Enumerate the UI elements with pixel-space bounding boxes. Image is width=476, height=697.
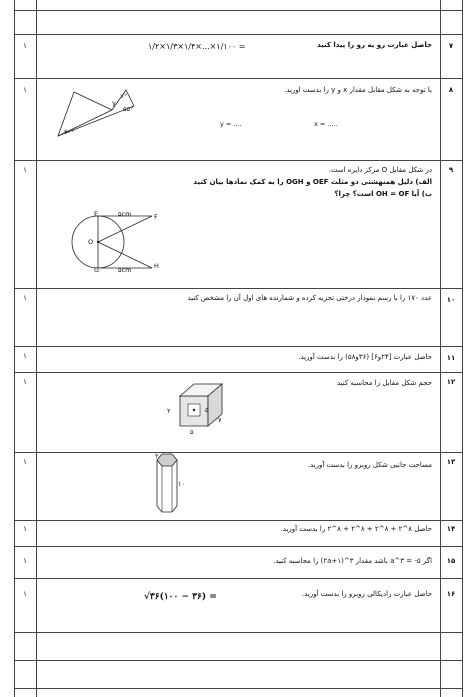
question-number: ۱۰ <box>446 296 456 304</box>
question-score: ۱ <box>23 86 27 94</box>
question-text: حاصل عبارت رادیکالی روبرو را بدست آورید. <box>302 590 432 598</box>
question-score: ۱ <box>23 166 27 174</box>
question-number: ۱۶ <box>446 590 456 598</box>
dimension-label-top: ۲ <box>155 452 159 460</box>
point-label-F: F <box>154 213 158 221</box>
question-text: مساحت جانبی شکل روبرو را بدست آورید. <box>307 461 432 469</box>
point-label-O: O <box>88 238 94 246</box>
question-number: ۱۵ <box>446 557 456 565</box>
question-text: حجم شکل مقابل را محاسبه کنید <box>336 379 432 387</box>
angle-label-y: y <box>112 99 116 107</box>
question-text: عدد ۱۷۰ را با رسم نمودار درختی تجزیه کرده و شمارنده های اول آن را مشخص کنید <box>187 294 432 302</box>
question-score: ۱ <box>23 590 27 598</box>
row-divider <box>14 346 462 347</box>
row-divider <box>14 10 462 11</box>
question-number: ۱۴ <box>446 525 456 533</box>
radical-expression: √۳۶(۱۰۰ − ۳۶) = <box>144 592 217 602</box>
question-number: ۹ <box>448 166 454 174</box>
question-score: ۱ <box>23 458 27 466</box>
row-divider <box>14 546 462 547</box>
table-border-right <box>462 0 463 697</box>
row-divider <box>14 578 462 579</box>
question-number: ۱۱ <box>446 354 456 362</box>
question-text: حاصل عبارت رو به رو را پیدا کنید <box>317 41 432 49</box>
question-score: ۱ <box>23 525 27 533</box>
fraction-product-expression: ۱/۲×۱/۳×۱/۴×...×۱/۱۰۰ = <box>148 42 246 51</box>
question-number: ۸ <box>448 86 454 94</box>
question-number: ۷ <box>448 42 454 50</box>
question-score: ۱ <box>23 42 27 50</box>
dimension-label-depth: ۷ <box>218 416 222 424</box>
question-score: ۱ <box>23 352 27 360</box>
question-text: حاصل عبارت [۲۴و۶] (۳۶و۵۸) را بدست آورید. <box>298 353 432 361</box>
dimension-label-right: ۵ <box>205 406 209 414</box>
answer-blank-y: y = .... <box>220 120 242 128</box>
row-divider <box>14 160 462 161</box>
row-divider <box>14 78 462 79</box>
score-column-divider <box>36 0 37 697</box>
length-label-top: ۵cm <box>118 210 132 218</box>
length-label-bottom: ۵cm <box>118 266 132 274</box>
question-text: اگر ۵- = ۳^a باشد مقدار ۳^(۲a+۱) را محاسبه کنید. <box>273 557 432 565</box>
answer-blank-x: x = ..... <box>314 120 338 128</box>
question-score: ۱ <box>23 557 27 565</box>
row-divider <box>14 372 462 373</box>
question-score: ۱ <box>23 294 27 302</box>
dimension-label-bottom: ۵ <box>190 428 194 436</box>
row-divider <box>14 520 462 521</box>
angle-label-55: ۵۵° <box>123 105 134 113</box>
row-divider <box>14 660 462 661</box>
angle-label-x: x° <box>120 92 128 100</box>
question-number: ۱۲ <box>446 378 456 386</box>
point-label-E: E <box>94 210 99 218</box>
question-line-3: ب) آیا OH = OF است؟ چرا؟ <box>334 190 432 198</box>
row-divider <box>14 288 462 289</box>
point-label-G: G <box>94 266 100 274</box>
angle-label-20: ۲۰° <box>64 128 75 136</box>
circle-tangent-figure <box>70 212 162 270</box>
row-divider <box>14 632 462 633</box>
question-line-1: در شکل مقابل O مرکز دایره است. <box>328 166 432 174</box>
point-label-H: H <box>154 262 159 270</box>
question-number: ۱۳ <box>446 458 456 466</box>
question-text: با توجه به شکل مقابل مقدار x و y را بدست اورید. <box>284 86 432 94</box>
question-line-2: الف) دلیل همنهشتی دو مثلث OEF و OGH را به کمک نمادها بیان کنید <box>193 178 432 186</box>
dimension-label-left: ۲ <box>167 407 171 415</box>
dimension-label-side: ۱۰ <box>178 480 185 488</box>
row-divider <box>14 452 462 453</box>
row-divider <box>14 34 462 35</box>
question-score: ۱ <box>23 378 27 386</box>
row-divider <box>14 688 462 689</box>
question-text: حاصل ۸^۲ + ۸^۲ + ۸^۲ + ۸^۲ را بدست آورید. <box>280 525 432 533</box>
